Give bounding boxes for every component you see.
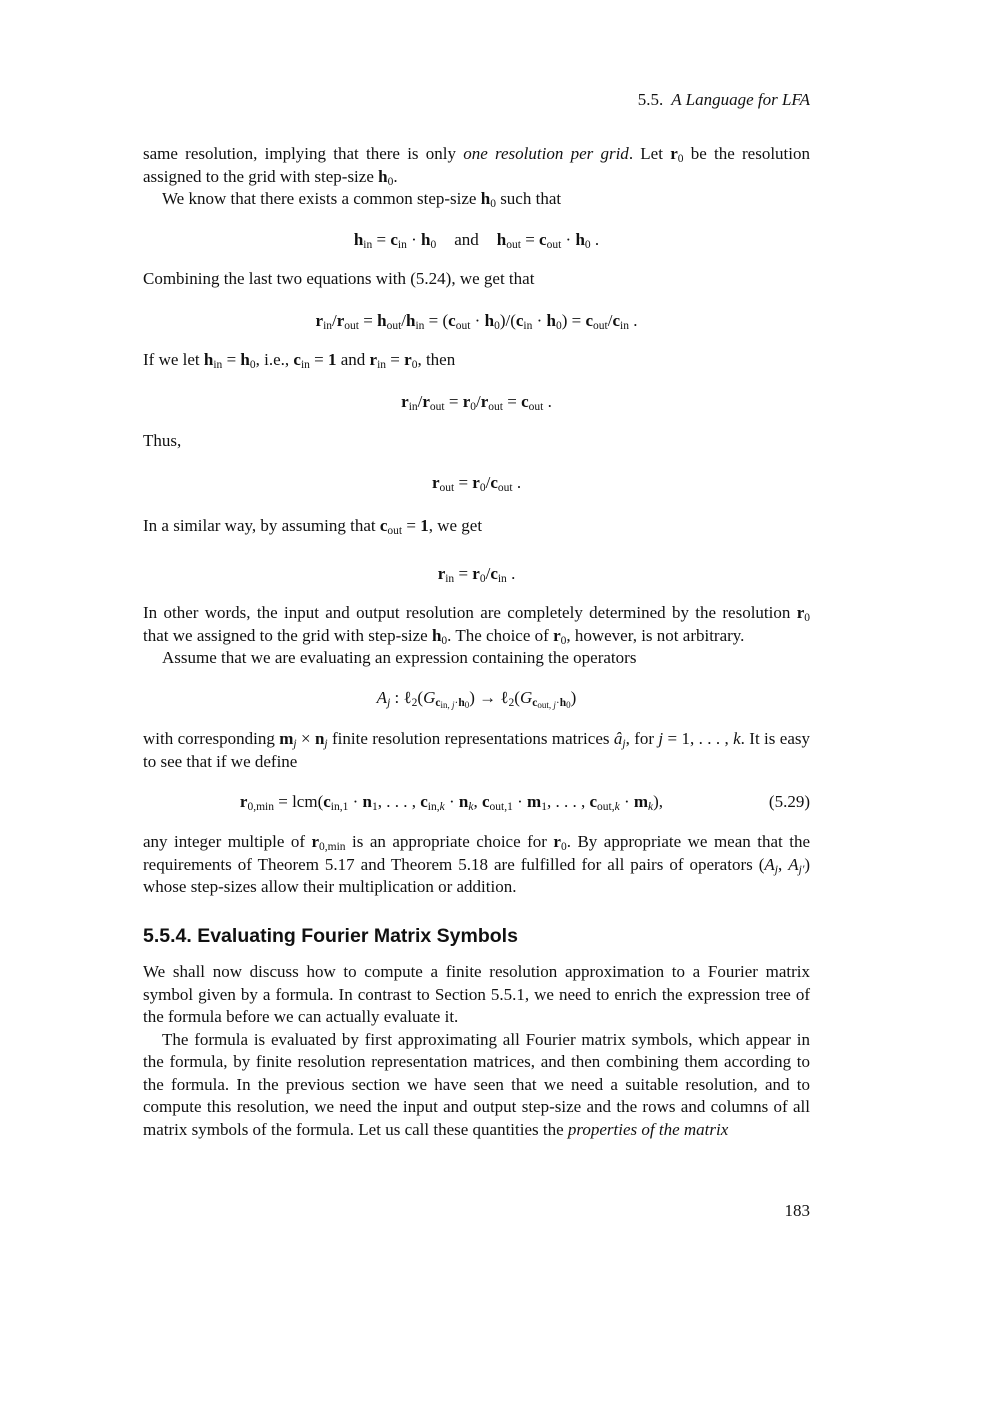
equation-5-29: $r_{0,min} = lcm(c_{in,1} \cdot n_1$, . . . , $c_{in,k} \cdot n_k$, $c_{out,1} \cdot m_1$, . . . , $c_{out,k} \cdot m_k$), (5.29): [239, 792, 810, 813]
paragraph-3: If we let $h_{in} = h_0$, i.e., $c_{in} = 1$ and $r_{in} = r_0$, then: [143, 350, 456, 371]
equation-operators: $A_j$ : $\ell_2(G_{c_{in, j}\cdot h_0})$ → $\ell_2(G_{c_{out, j}\cdot h_0})$: [376, 688, 577, 710]
paragraph-1: same resolution, implying that there is only one resolution per grid. Let $r_0$ be the resolution assigned to the grid with step-size $h_0$. We know that there exists a common step-size $h_0$ such that: [143, 144, 810, 210]
equation-resolution-ratio: $r_{in}/r_{out} = h_{out}/h_{in} = (c_{out} \cdot h_0)/(c_{in} \cdot h_0) = c_{out}/c_{in}$ .: [315, 311, 638, 332]
paragraph-thus: Thus,: [143, 431, 182, 450]
paragraph-6: with corresponding $m_j \times n_j$ finite resolution representations matrices $â_j$, for j = 1, . . . , k. It is easy to see that if we define: [143, 729, 810, 771]
paragraph-7: any integer multiple of $r_{0,min}$ is an appropriate choice for $r_0$. By appropriate we mean that the requirements of Theorem 5.17 and Theorem 5.18 are fulfilled for all pairs of operators ($A_j$, $A_{j'}$) whose step-sizes allow their multiplication or addition.: [143, 832, 811, 896]
running-header: [638, 90, 810, 110]
paragraph-8: We shall now discuss how to compute a finite resolution approximation to a Fourier matrix symbol given by a formula. In contrast to Section 5.5.1, we need to enrich the expression tree of the formula before we can actually evaluate it. The formula is evaluated by first approximating all Fourier matrix symbols, which appear in the formula, by finite resolution representation matrices, and then combining them according to the formula. In the previous section we have seen that we need a suitable resolution, and to compute this resolution, we need the input and output step-size and the rows and columns of all matrix symbols of the formula. Let us call these quantities the properties of the matrix: [143, 962, 810, 1139]
equation-r-out: $r_{out} = r_0/c_{out}$ .: [431, 473, 522, 494]
equation-number: (5.29): [768, 792, 810, 811]
paragraph-2: Combining the last two equations with (5.24), we get that: [143, 269, 535, 288]
section-heading: 5.5.4. Evaluating Fourier Matrix Symbols: [143, 925, 518, 947]
page-number: 183: [784, 1201, 810, 1220]
equation-step-sizes: $h_{in} = c_{in} \cdot h_0$ and $h_{out} = c_{out} \cdot h_0$ .: [353, 230, 600, 251]
paragraph-4: In a similar way, by assuming that $c_{out} = 1$, we get: [143, 516, 483, 537]
equation-r-in-over-r-out: $r_{in}/r_{out} = r_0/r_{out} = c_{out}$ .: [401, 392, 552, 413]
equation-r-in: $r_{in} = r_0/c_{in}$ .: [437, 564, 516, 585]
header-section-number: 5.5.: [637, 90, 664, 109]
header-section-title: A Language for LFA: [671, 90, 810, 109]
paragraph-5: In other words, the input and output resolution are completely determined by the resolution $r_0$ that we assigned to the grid with step-size $h_0$. The choice of $r_0$, however, is not arbitrary. Assume that we are evaluating an expression containing the operators: [143, 603, 810, 667]
